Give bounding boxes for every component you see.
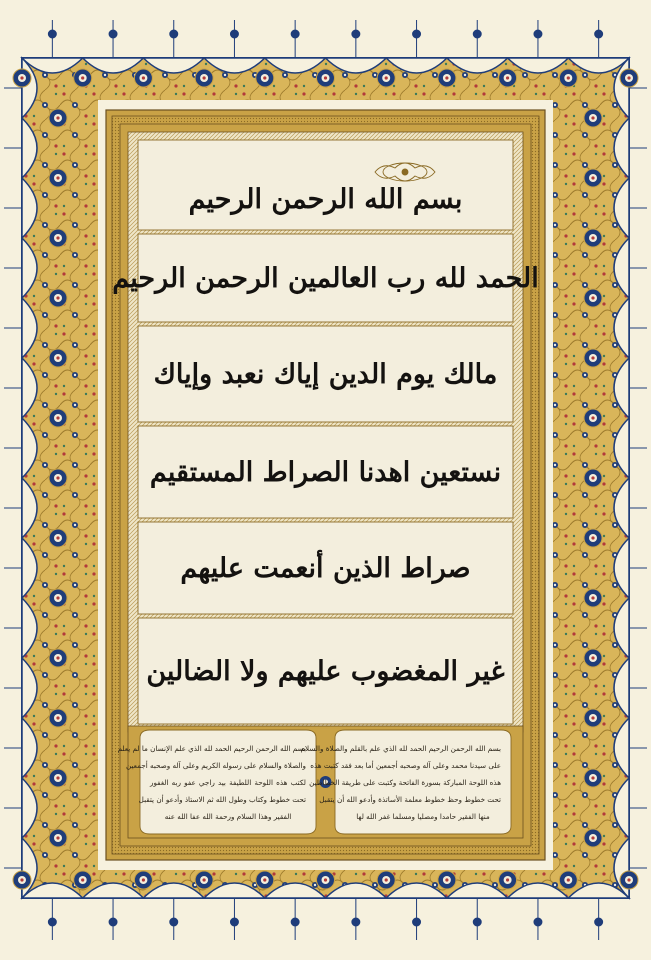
- verse-panel-2: [112, 234, 539, 322]
- medallion-dot: [591, 176, 594, 179]
- medallion-dot: [567, 878, 570, 881]
- medallion-dot: [591, 356, 594, 359]
- medallion-dot: [385, 76, 388, 79]
- medallion-dot: [56, 476, 59, 479]
- medallion-dot: [591, 656, 594, 659]
- medallion-dot: [591, 716, 594, 719]
- medallion-dot: [20, 878, 23, 881]
- medallion-dot: [142, 76, 145, 79]
- verse-panel-4: [140, 426, 511, 518]
- medallion-dot: [56, 596, 59, 599]
- medallion-dot: [56, 296, 59, 299]
- medallion-dot: [56, 176, 59, 179]
- medallion-dot: [591, 536, 594, 539]
- medallion-dot: [142, 878, 145, 881]
- medallion-dot: [591, 596, 594, 599]
- medallion-dot: [56, 116, 59, 119]
- medallion-dot: [445, 878, 448, 881]
- medallion-dot: [385, 878, 388, 881]
- colophon-right-line: تحت خطوط وحظ خطوط معلمة الأساتذة وأدعو الله أن يتقبل: [319, 795, 501, 804]
- colophon-left: [117, 734, 314, 834]
- verse-5: صراط الذين أنعمت عليهم: [180, 552, 471, 584]
- medallion-dot: [56, 416, 59, 419]
- medallion-dot: [627, 878, 630, 881]
- medallion-dot: [506, 76, 509, 79]
- medallion-dot: [263, 76, 266, 79]
- medallion-dot: [56, 236, 59, 239]
- verse-panel-5: [140, 522, 511, 614]
- medallion-dot: [591, 416, 594, 419]
- colophon-right-line: بسم الله الرحمن الرحيم الحمد لله الذي علم بالقلم والصلاة والسلام: [300, 744, 501, 753]
- colophon-right: [300, 734, 509, 834]
- medallion-dot: [324, 76, 327, 79]
- verse-2: الحمد لله رب العالمين الرحمن الرحيم: [112, 262, 539, 294]
- colophon-left-line: بسم الله الرحمن الرحيم الحمد لله الذي علم الإنسان ما لم يعلم: [117, 744, 306, 753]
- medallion-dot: [56, 356, 59, 359]
- colophon-left-line: تحت خطوط وكتاب وطول الله ثم الاستاذ وأدعو أن يتقبل: [138, 795, 306, 804]
- verse-6: غير المغضوب عليهم ولا الضالين: [146, 655, 505, 687]
- medallion-dot: [203, 76, 206, 79]
- medallion-dot: [324, 878, 327, 881]
- medallion-dot: [56, 536, 59, 539]
- medallion-dot: [591, 776, 594, 779]
- colophon-left-line: لكتب هذه اللوحة اللطيفة بيد راجي عفو ربه الغفور: [150, 778, 306, 787]
- medallion-dot: [591, 476, 594, 479]
- colophon-right-line: هذه اللوحة المباركة بسورة الفاتحة وكتبت على طريقة الخطاطين: [309, 778, 501, 787]
- medallion-dot: [506, 878, 509, 881]
- medallion-dot: [56, 776, 59, 779]
- verse-4: نستعين اهدنا الصراط المستقيم: [149, 456, 502, 488]
- medallion-dot: [20, 76, 23, 79]
- medallion-dot: [591, 116, 594, 119]
- verse-1: بسم الله الرحمن الرحيم: [188, 183, 463, 215]
- verse-panel-3: [140, 326, 511, 422]
- medallion-dot: [591, 836, 594, 839]
- medallion-dot: [591, 296, 594, 299]
- medallion-dot: [627, 76, 630, 79]
- verse-3: مالك يوم الدين إياك نعبد وإياك: [153, 358, 498, 390]
- verse-panel-6: [140, 618, 511, 724]
- colophon-right-line: على سيدنا محمد وعلى آله وصحبه أجمعين أما بعد فقد كتبت هذه: [310, 761, 501, 770]
- medallion-dot: [56, 716, 59, 719]
- medallion-dot: [81, 76, 84, 79]
- colophon-left-line: الفقير وهذا السلام ورحمة الله عفا الله عنه: [164, 812, 292, 821]
- medallion-dot: [263, 878, 266, 881]
- colophon-left-line: والصلاة والسلام على رسوله الكريم وعلى آله وصحبه أجمعين: [126, 761, 306, 770]
- medallion-dot: [567, 76, 570, 79]
- medallion-dot: [203, 878, 206, 881]
- medallion-dot: [591, 236, 594, 239]
- medallion-dot: [56, 836, 59, 839]
- verse-panel-1: [140, 140, 511, 230]
- colophon-right-line: منها الفقير حامدا ومصليا ومسلما غفر الله لها: [356, 812, 490, 821]
- medallion-dot: [56, 656, 59, 659]
- medallion-dot: [81, 878, 84, 881]
- medallion-dot: [445, 76, 448, 79]
